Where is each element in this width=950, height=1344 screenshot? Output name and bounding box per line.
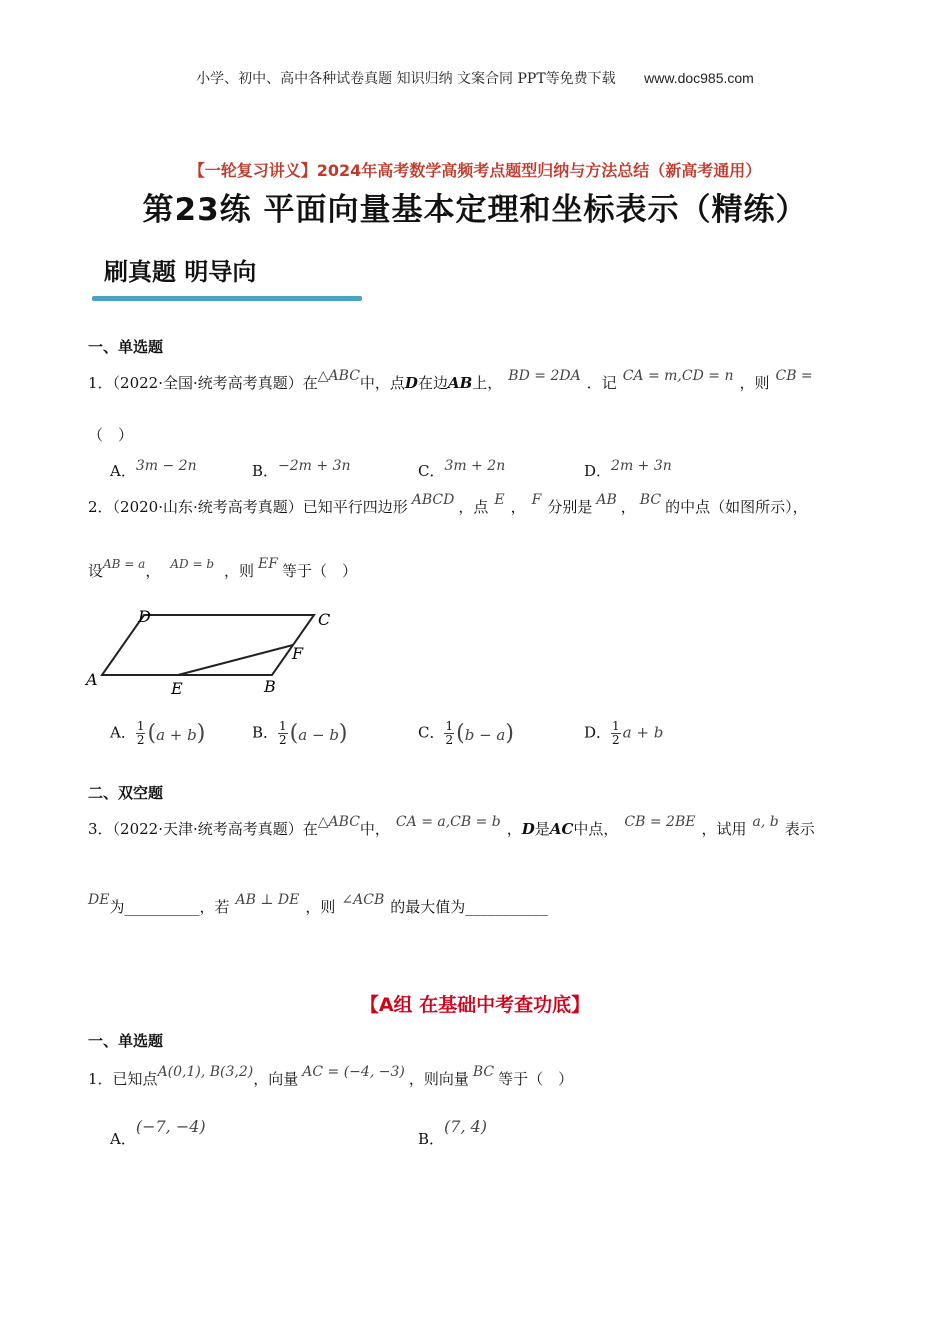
q2-text: 的中点（如图所示），	[665, 498, 808, 516]
doc-title: 第23练 平面向量基本定理和坐标表示（精练）	[142, 192, 808, 228]
ga-q1-option-a[interactable]	[110, 1117, 206, 1149]
q3-source: （2022·天津·统考高考真题）在	[112, 820, 318, 838]
q2-option-d[interactable]	[584, 720, 663, 747]
option-expr: (b − a)	[456, 721, 514, 746]
ga-q1-number: 1．	[88, 1070, 113, 1088]
q1-text: 中，点	[359, 374, 405, 392]
label-b: B	[264, 677, 276, 696]
q3-text: ，试用	[701, 820, 747, 838]
q1-point-d: D	[404, 374, 418, 392]
fraction-half	[136, 720, 146, 747]
q2-ef: EF	[258, 556, 278, 572]
section-brush-title: 刷真题 明导向	[104, 258, 257, 286]
option-value: 2m + 3n	[611, 458, 672, 474]
section-heading-double-blank: 二、双空题	[88, 784, 164, 802]
q2-option-c[interactable]	[418, 720, 514, 747]
fraction-den: 2	[136, 733, 145, 747]
q2-ad-eq: AD = b	[170, 557, 215, 571]
option-label: A．	[110, 462, 136, 480]
question-1	[88, 368, 813, 393]
title-underline-bar	[92, 296, 362, 301]
q3-text: ，	[506, 820, 522, 838]
q3-text: 中点，	[573, 820, 619, 838]
q3-text: 中，	[359, 820, 390, 838]
fraction-num: 1	[279, 719, 287, 733]
option-expr: (a + b)	[147, 721, 206, 746]
q1-bd-eq: BD = 2DA	[508, 368, 581, 384]
q3-text: 是	[534, 820, 550, 838]
parallelogram-figure	[82, 605, 352, 700]
ga-q1-text: ，则向量	[408, 1070, 469, 1088]
q1-option-d[interactable]	[584, 460, 672, 481]
q3-text: 表示	[784, 820, 815, 838]
q2-text: 分别是	[547, 498, 593, 516]
option-expr: (a − b)	[289, 721, 348, 746]
q3-triangle: △ABC	[317, 814, 360, 830]
question-2	[88, 492, 808, 517]
q1-source: （2022·全国·统考高考真题）在	[112, 374, 318, 392]
option-value: −2m + 3n	[278, 458, 351, 474]
q3-blank-2[interactable]: 的最大值为___________	[390, 898, 548, 916]
option-label: B．	[418, 1130, 445, 1148]
option-expr-text: a − b	[298, 726, 339, 744]
q1-text: ，则	[739, 374, 770, 392]
section-heading-single-choice: 一、单选题	[88, 338, 164, 356]
option-label: B．	[252, 462, 279, 480]
option-value: 3m − 2n	[135, 458, 197, 474]
option-value: (−7, −4)	[135, 1117, 206, 1136]
header-url[interactable]: www.doc985.com	[644, 70, 754, 86]
q1-side-ab: AB	[447, 374, 473, 392]
q2-ab-eq: AB = a	[103, 557, 146, 571]
q1-text: 在边	[417, 374, 448, 392]
label-a: A	[86, 670, 98, 689]
q2-number: 2．	[88, 498, 113, 516]
q1-option-b[interactable]	[252, 460, 351, 481]
q2-point-e: E	[494, 492, 505, 508]
option-expr-text: a + b	[622, 723, 664, 742]
option-value: (7, 4)	[444, 1117, 488, 1136]
q2-text: ，	[510, 498, 526, 516]
q3-ca-cb-eq: CA = a,CB = b	[395, 814, 501, 830]
q2-text: ，	[145, 562, 161, 580]
option-expr-text: a + b	[156, 726, 197, 744]
fraction-num: 1	[612, 719, 620, 733]
fraction-den: 2	[445, 733, 454, 747]
q1-option-a[interactable]	[110, 460, 197, 481]
site-header	[0, 68, 950, 88]
q2-text: ，	[620, 498, 636, 516]
q3-point-d: D	[521, 820, 535, 838]
q3-number: 3．	[88, 820, 113, 838]
fraction-half	[278, 720, 288, 747]
parallelogram-abcd	[102, 615, 314, 675]
q2-bc: BC	[639, 492, 662, 508]
fraction-num: 1	[136, 719, 145, 733]
q2-text: 设	[88, 562, 104, 580]
q3-angle: ∠ACB	[341, 892, 385, 908]
q2-option-b[interactable]	[252, 720, 348, 747]
q2-source: （2020·山东·统考高考真题）已知平行四边形	[112, 498, 408, 516]
group-a-question-1	[88, 1064, 574, 1089]
option-value: 3m + 2n	[444, 458, 506, 474]
option-label: A．	[110, 723, 136, 742]
question-3	[88, 814, 815, 839]
q1-ca-eq: CA = m,CD = n	[622, 368, 734, 384]
q3-text: ，则	[305, 898, 336, 916]
q2-point-f: F	[531, 492, 542, 508]
option-label: B．	[252, 723, 279, 742]
q3-blanks-line	[88, 892, 548, 917]
q2-text: 等于（ ）	[281, 562, 357, 580]
ga-q1-text: ，向量	[253, 1070, 299, 1088]
fraction-half	[444, 720, 454, 747]
option-label: A．	[110, 1130, 136, 1148]
ga-q1-bc: BC	[472, 1064, 495, 1080]
group-a-title: 【A组 在基础中考查功底】	[359, 994, 591, 1016]
q3-blank-1[interactable]: 为__________，若	[109, 898, 230, 916]
ga-q1-text: 等于（ ）	[498, 1070, 574, 1088]
doc-subtitle: 【一轮复习讲义】2024年高考数学高频考点题型归纳与方法总结（新高考通用）	[188, 161, 762, 180]
q2-option-a[interactable]	[110, 720, 205, 747]
option-label: D．	[584, 723, 612, 742]
q2-abcd: ABCD	[411, 492, 455, 508]
q1-text: ．记	[586, 374, 617, 392]
q3-ab: a, b	[752, 814, 779, 830]
option-label: C．	[418, 723, 445, 742]
label-f: F	[292, 644, 304, 663]
ga-q1-ac: AC = (−4, −3)	[302, 1064, 405, 1080]
ga-q1-text: 已知点	[112, 1070, 158, 1088]
label-e: E	[171, 679, 183, 698]
q2-text: ，则	[224, 562, 255, 580]
ga-q1-option-b[interactable]	[418, 1117, 488, 1149]
label-c: C	[318, 610, 331, 629]
q2-text: ，点	[458, 498, 489, 516]
fraction-num: 1	[445, 719, 454, 733]
q3-ac: AC	[549, 820, 574, 838]
q1-text: 上，	[472, 374, 503, 392]
option-expr-text: b − a	[464, 726, 506, 744]
q1-triangle: △ABC	[317, 368, 360, 384]
fraction-den: 2	[612, 733, 620, 747]
option-label: C．	[418, 462, 445, 480]
header-text: 小学、初中、高中各种试卷真题 知识归纳 文案合同 PPT等免费下载	[196, 71, 616, 87]
ga-q1-points: A(0,1), B(3,2)	[157, 1064, 254, 1080]
fraction-den: 2	[279, 733, 287, 747]
q1-answer-paren: （ ）	[88, 426, 134, 444]
q2-setup	[88, 556, 357, 581]
q2-ab: AB	[596, 492, 617, 508]
q3-perp: AB ⊥ DE	[235, 892, 300, 908]
fraction-half	[611, 720, 621, 747]
q3-de: DE	[88, 892, 110, 908]
q1-number: 1．	[88, 374, 113, 392]
group-a-section-heading: 一、单选题	[88, 1032, 164, 1050]
q1-cb-eq: CB =	[775, 368, 813, 384]
option-label: D．	[584, 462, 612, 480]
q3-cb-eq: CB = 2BE	[624, 814, 696, 830]
q1-option-c[interactable]	[418, 460, 505, 481]
label-d: D	[138, 607, 151, 626]
